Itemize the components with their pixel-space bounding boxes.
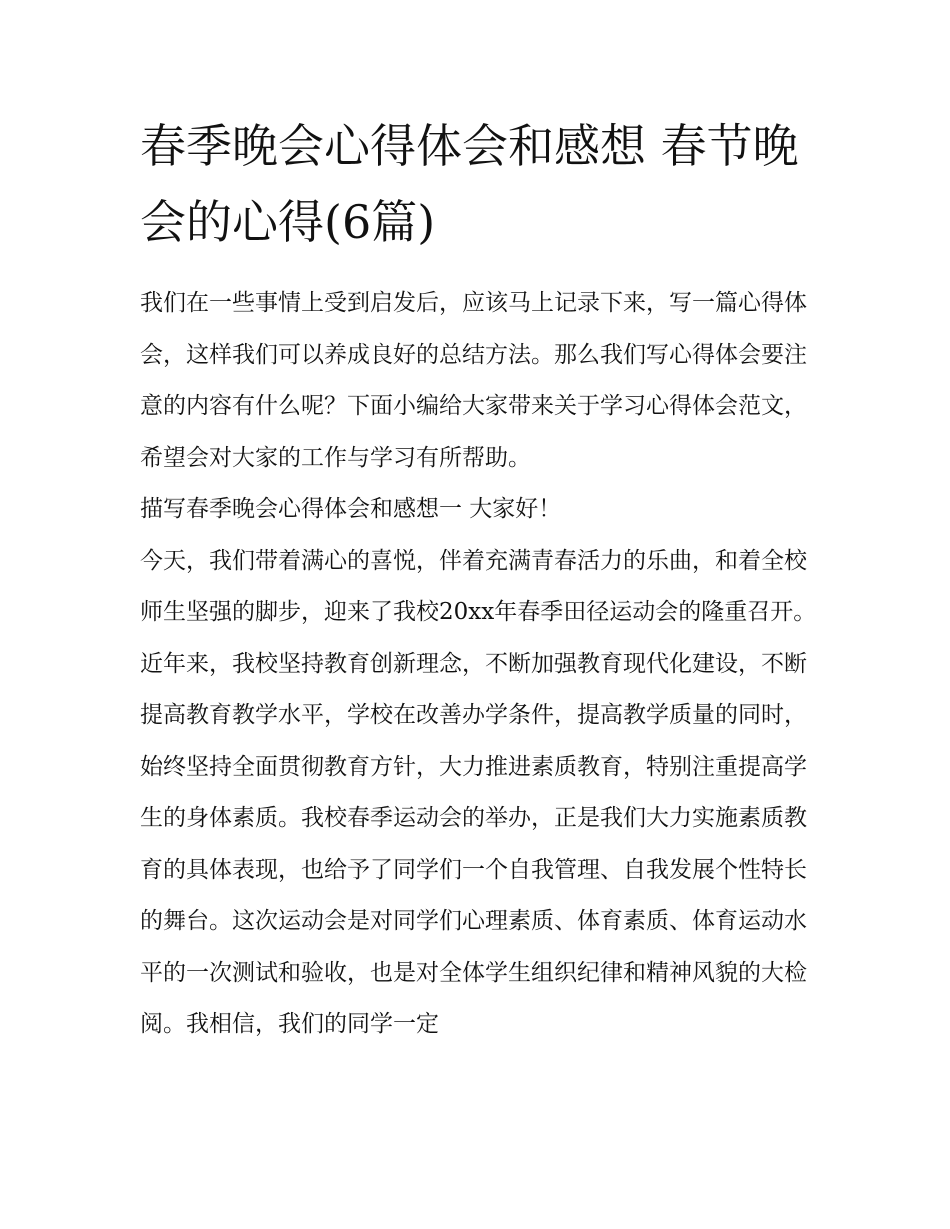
paragraph-opening: 今天，我们带着满心的喜悦，伴着充满青春活力的乐曲，和着全校师生坚强的脚步，迎来了我校20xx年春季田径运动会的隆重召开。 [140, 547, 817, 625]
paragraph-section-heading: 描写春季晚会心得体会和感想一 大家好！ [140, 496, 562, 522]
paragraph-intro: 我们在一些事情上受到启发后，应该马上记录下来，写一篇心得体会，这样我们可以养成良好的总结方法。那么我们写心得体会要注意的内容有什么呢？下面小编给大家带来关于学习心得体会范文，希望会对大家的工作与学习有所帮助。 [140, 290, 807, 471]
paragraph-main: 近年来，我校坚持教育创新理念，不断加强教育现代化建设，不断提高教育教学水平，学校在改善办学条件，提高教学质量的同时，始终坚持全面贯彻教育方针，大力推进素质教育，特别注重提高学生的身体素质。我校春季运动会的举办，正是我们大力实施素质教育的具体表现，也给予了同学们一个自我管理、自我发展个性特长的舞台。这次运动会是对同学们心理素质、体育素质、体育运动水平的一次测试和验收，也是对全体学生组织纪律和精神风貌的大检阅。我相信，我们的同学一定 [140, 650, 807, 1037]
document-title: 春季晚会心得体会和感想 春节晚会的心得(6篇) [140, 119, 799, 249]
document-body [140, 278, 820, 1051]
